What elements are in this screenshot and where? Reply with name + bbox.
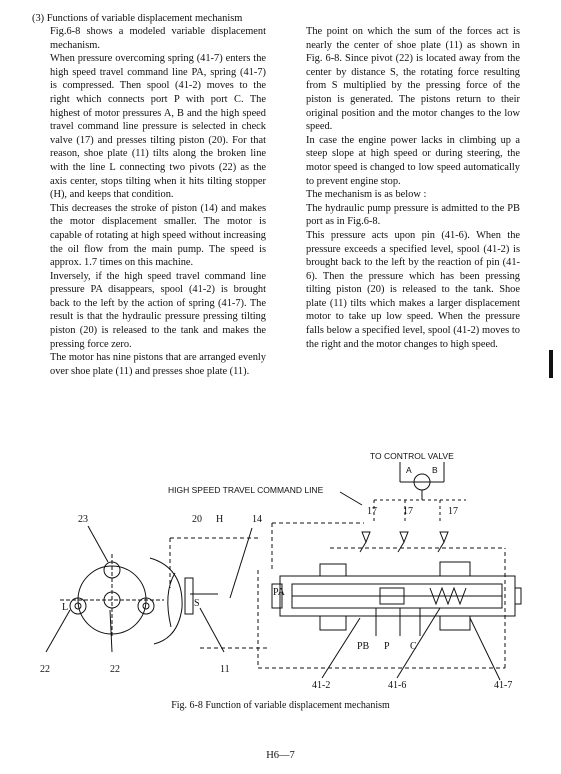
paragraph: The point on which the sum of the forces act is nearly the center of shoe plate (11) as shown in Fig. 6-8. Since pivot (22) is located away from the center by distance S, the rotating force resulting from S multiplied by the pressing force of the piston is generated. The pistons return to their original position and the motor changes to the low speed.: [306, 26, 520, 133]
callout-20: 20: [192, 514, 202, 525]
port-b-label: B: [432, 465, 438, 475]
callout-s: S: [194, 598, 200, 609]
callout-41-6: 41-6: [388, 680, 407, 691]
leader-lines: [46, 526, 500, 680]
revision-bar: [549, 350, 553, 378]
callout-14: 14: [252, 514, 262, 525]
paragraph: The motor has nine pistons that are arranged evenly over shoe plate (11) and presses shoe plate (11).: [50, 352, 266, 377]
paragraph: This decreases the stroke of piston (14) and makes the motor displacement smaller. The motor is capable of rotating at high speed without increasing the oil flow from the main pump. The speed is approx. 1.7 times on this machine.: [50, 202, 266, 269]
figure-6-8: [0, 448, 561, 708]
paragraph: In case the engine power lacks in climbing up a steep slope at high speed or during steering, the motor speed is changed to low speed automatically to prevent engine stop.: [306, 134, 520, 187]
control-valve-label: TO CONTROL VALVE: [370, 451, 454, 461]
section-heading: (3) Functions of variable displacement mechanism: [32, 13, 243, 24]
callout-17: 17: [367, 506, 377, 517]
callout-11: 11: [220, 664, 230, 675]
callout-h: H: [216, 514, 224, 525]
callout-41-2: 41-2: [312, 680, 331, 691]
check-valves: [360, 532, 448, 552]
callout-l: L: [62, 602, 69, 613]
paragraph: Fig.6-8 shows a modeled variable displacement mechanism.: [50, 26, 266, 51]
callout-17: 17: [403, 506, 413, 517]
callout-17: 17: [448, 506, 458, 517]
callout-22: 22: [110, 664, 120, 675]
callout-pa: PA: [273, 587, 285, 598]
callout-22: 22: [40, 664, 50, 675]
callout-pb: PB: [357, 641, 370, 652]
callout-23: 23: [78, 514, 88, 525]
callout-c: C: [410, 641, 417, 652]
paragraph: Inversely, if the high speed travel command line pressure PA disappears, spool (41-2) is brought back to the left by the action of spring (41-7). The result is that the hydraulic pressure pressing tilting piston (20) is released to the tank and makes the pressing force zero.: [50, 270, 266, 350]
paragraph: The mechanism is as below :: [306, 189, 427, 201]
paragraph: When pressure overcoming spring (41-7) enters the high speed travel command line PA, spring (41-7) is compressed. Then spool (41-2) moves to the right which connects port P with port C. The highest of motor pressures A, B and the high speed travel command line pressure is selected in check valve (17) and presses tilting piston (20). For that reason, shoe plate (11) tilts along the broken line with the line L connecting two pivots (22) as the axis center, stops tilting when it hits tilting stopper (H), and keeps that condition.: [50, 53, 266, 201]
left-column: [50, 25, 266, 378]
paragraph: The hydraulic pump pressure is admitted to the PB port as in Fig.6-8.: [306, 202, 520, 228]
paragraph: This pressure acts upon pin (41-6). When the pressure exceeds a specified level, spool (41-2) is brought back to the left by the reaction of pin (41-6). Then the pressure which has been pressing tilting piston (20) is released to the tank. Shoe plate (11) tilts which makes a larger displacement motor to take up low speed. When the pressure falls below a specified level, spool (41-2) moves to the right and the motor changes to high speed.: [306, 229, 520, 350]
callout-p: P: [384, 641, 390, 652]
callout-41-7: 41-7: [494, 680, 513, 691]
figure-caption: Fig. 6-8 Function of variable displacement mechanism: [171, 700, 390, 711]
page-number: H6—7: [266, 750, 295, 761]
right-column: [306, 25, 520, 351]
command-line-label: HIGH SPEED TRAVEL COMMAND LINE: [168, 485, 324, 495]
valve-body: [272, 562, 521, 636]
port-a-label: A: [406, 465, 412, 475]
